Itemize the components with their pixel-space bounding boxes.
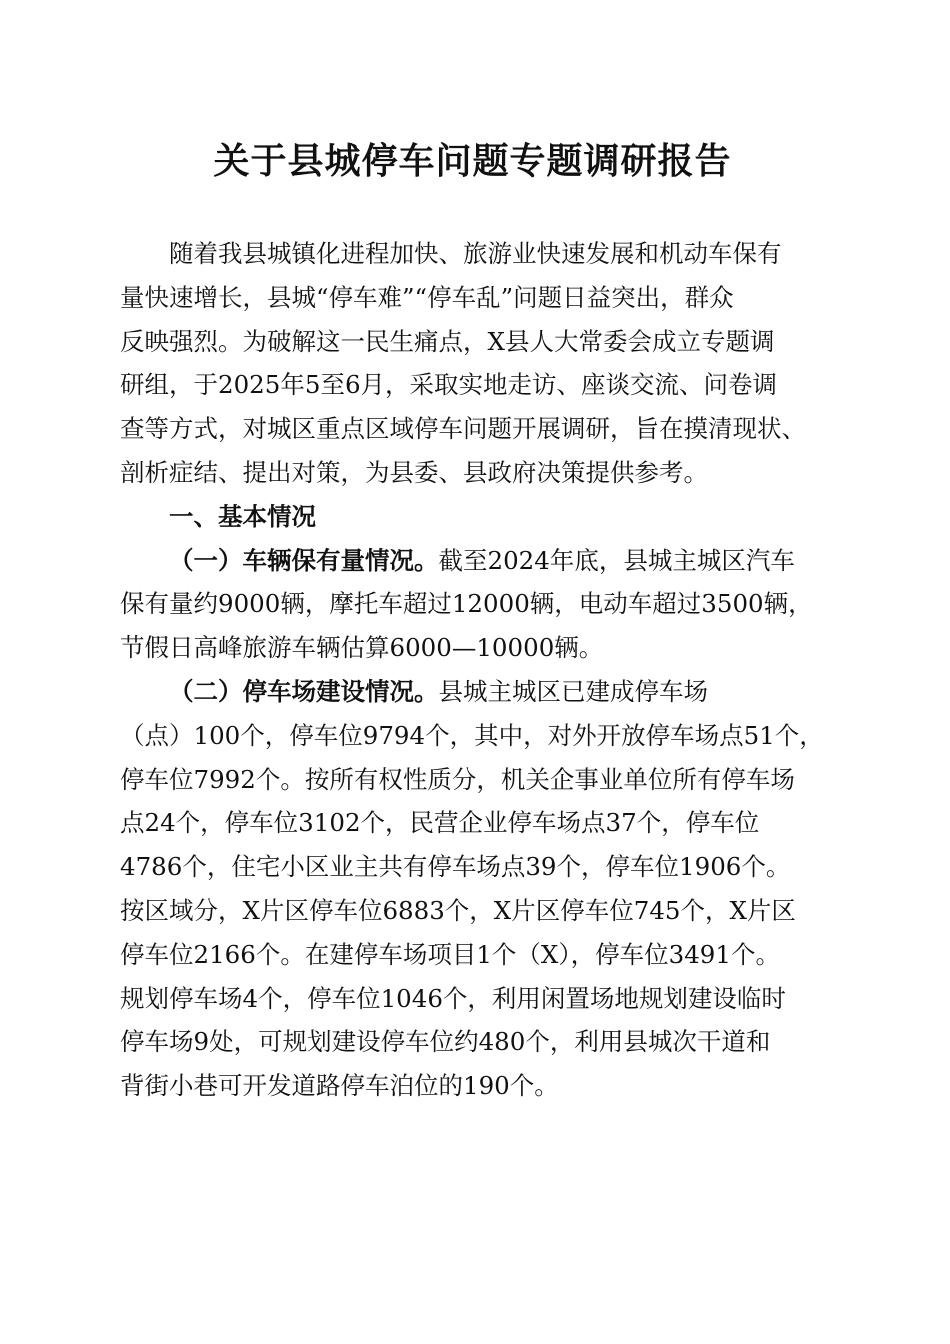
subsection-1-line: 节假日高峰旅游车辆估算6000—10000辆。 — [120, 633, 604, 663]
document-title: 关于县城停车问题专题调研报告 — [213, 140, 732, 182]
subsection-2-line: 停车场9处，可规划建设停车位约480个，利用县城次干道和 — [120, 1027, 771, 1057]
subsection-2-text: 县城主城区已建成停车场 — [438, 676, 708, 706]
subsection-2-heading: （二）停车场建设情况。 — [169, 676, 439, 706]
subsection-2-line: 停车位2166个。在建停车场项目1个（X），停车位3491个。 — [120, 939, 780, 969]
intro-line: 随着我县城镇化进程加快、旅游业快速发展和机动车保有 — [169, 239, 782, 268]
subsection-2-first-line — [120, 670, 825, 714]
document-body — [120, 232, 825, 1108]
intro-line: 量快速增长，县城“停车难”“停车乱”问题日益突出，群众 — [120, 282, 734, 312]
subsection-2-line: 4786个，住宅小区业主共有停车场点39个，停车位1906个。 — [120, 852, 791, 882]
section-heading-basic-situation: 一、基本情况 — [169, 501, 316, 531]
intro-line: 研组，于2025年5至6月，采取实地走访、座谈交流、问卷调 — [120, 370, 778, 400]
subsection-2-line: 按区域分，X片区停车位6883个，X片区停车位745个，X片区 — [120, 895, 796, 925]
subsection-2-line: （点）100个，停车位9794个，其中，对外开放停车场点51个， — [120, 720, 824, 750]
intro-line: 反映强烈。为破解这一民生痛点，X县人大常委会成立专题调 — [120, 326, 775, 356]
subsection-2-line: 背街小巷可开发道路停车泊位的190个。 — [120, 1071, 559, 1101]
subsection-1-first-line — [120, 539, 825, 583]
subsection-1-line: 保有量约9000辆，摩托车超过12000辆，电动车超过3500辆， — [120, 589, 813, 619]
subsection-1-text: 截至2024年底，县城主城区汽车 — [438, 545, 795, 575]
subsection-2-line: 停车位7992个。按所有权性质分，机关企事业单位所有停车场 — [120, 764, 795, 794]
intro-line: 查等方式，对城区重点区域停车问题开展调研，旨在摸清现状、 — [120, 414, 806, 444]
intro-line: 剖析症结、提出对策，为县委、县政府决策提供参考。 — [120, 457, 708, 487]
subsection-2-line: 规划停车场4个，停车位1046个，利用闲置场地规划建设临时 — [120, 983, 786, 1013]
subsection-2-line: 点24个，停车位3102个，民营企业停车场点37个，停车位 — [120, 808, 760, 838]
subsection-1-heading: （一）车辆保有量情况。 — [169, 545, 439, 575]
